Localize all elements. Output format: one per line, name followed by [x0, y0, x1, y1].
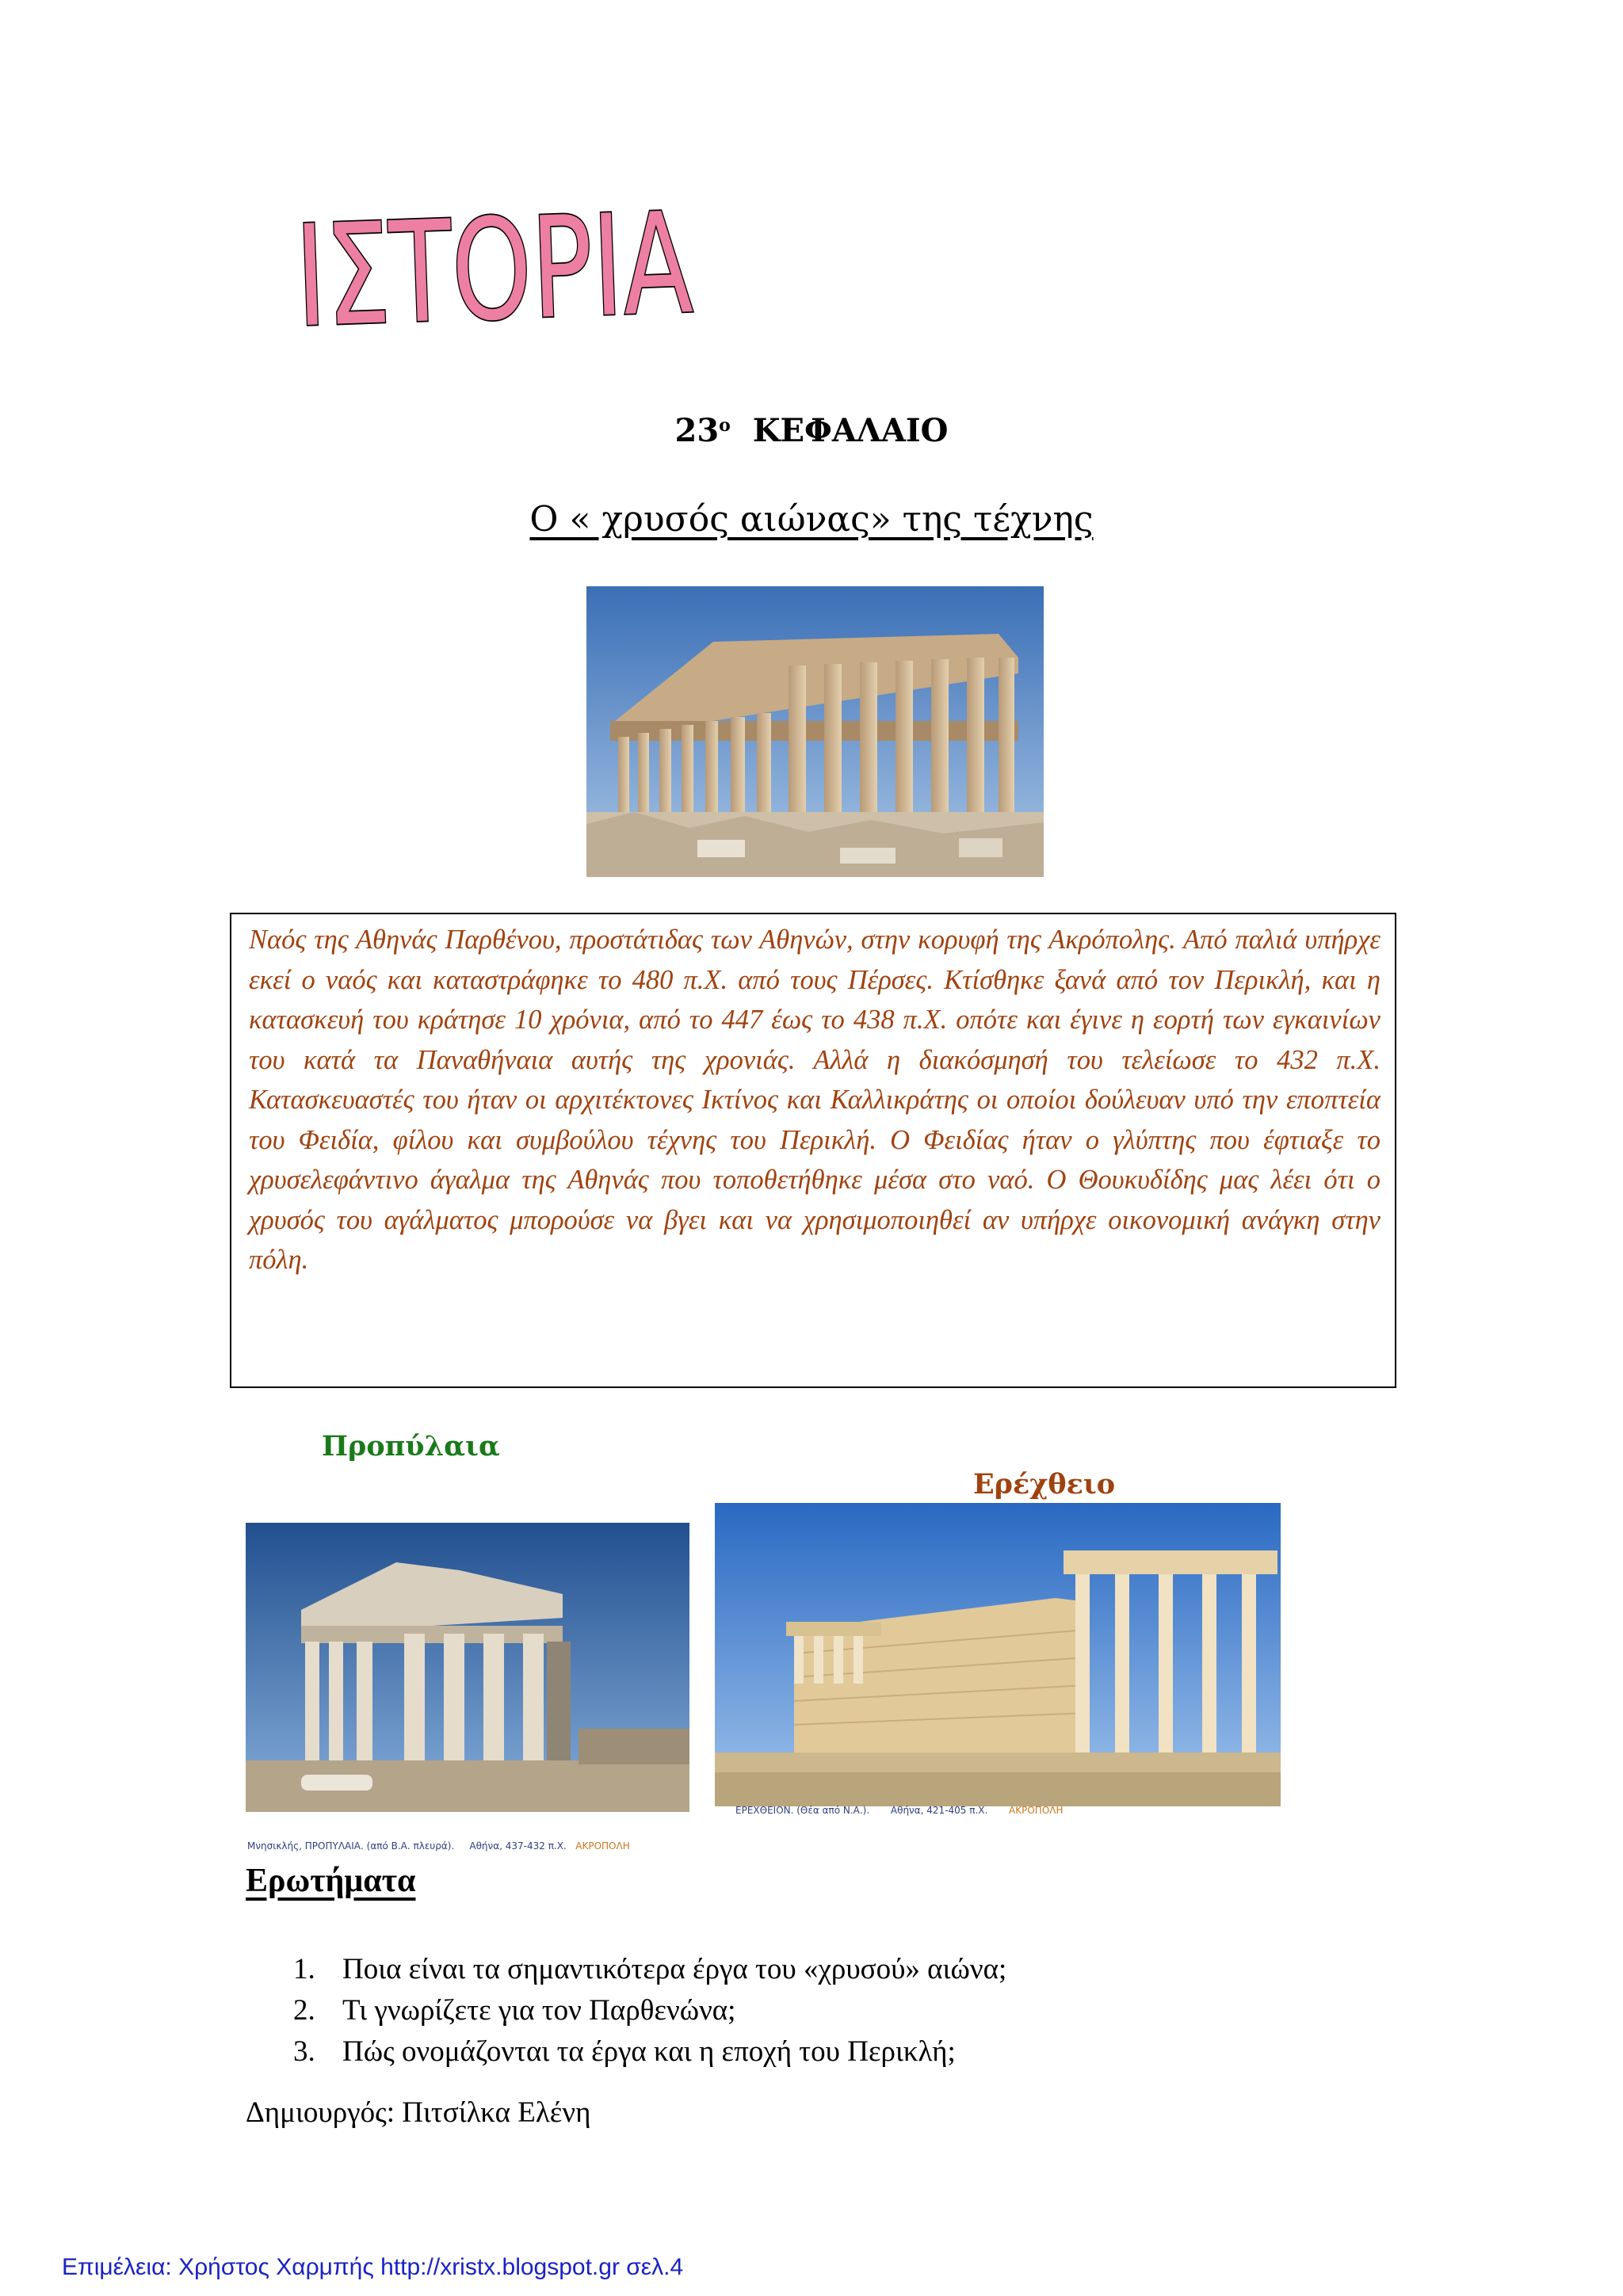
questions-heading: Ερωτήματα [246, 1863, 416, 1899]
erechtheion-caption-main: ΕΡΕΧΘΕΙΟΝ. (Θέα από Ν.Α.). [735, 1805, 870, 1816]
propylaia-photo [246, 1523, 689, 1812]
chapter-label: ΚΕΦΑΛΑΙΟ [752, 412, 949, 449]
propylaia-label: Προπύλαια [322, 1430, 500, 1463]
question-text: Τι γνωρίζετε για τον Παρθενώνα; [342, 1994, 736, 2027]
question-number: 2. [293, 1994, 315, 2027]
author-credit: Δημιουργός: Πιτσίλκα Ελένη [246, 2096, 591, 2129]
propylaia-caption [247, 1840, 630, 1852]
erechtheion-label: Ερέχθειο [973, 1468, 1116, 1501]
parthenon-photo [586, 586, 1044, 877]
subtitle: Ο « χρυσός αιώνας» της τέχνης [529, 499, 1094, 540]
erechtheion-caption [735, 1805, 1064, 1816]
list-item [293, 2031, 1006, 2073]
propylaia-caption-place: ΑΚΡΟΠΟΛΗ [575, 1840, 630, 1852]
erechtheion-caption-date: Αθήνα, 421-405 π.Χ. [890, 1805, 988, 1816]
list-item [293, 1990, 1006, 2031]
erechtheion-caption-place: ΑΚΡΟΠΟΛΗ [1009, 1805, 1064, 1816]
list-item [293, 1949, 1006, 1990]
page-footer: Επιμέλεια: Χρήστος Χαρμπής http://xristx.blogspot.gr σελ.4 [62, 2254, 684, 2280]
description-text: Ναός της Αθηνάς Παρθένου, προστάτιδας των Αθηνών, στην κορυφή της Ακρόπολης. Από παλιά υπήρχε εκεί ο ναός και καταστράφηκε το 480 π.Χ. από τους Πέρσες. Κτίσθηκε ξανά από τον Περικλή, και η κατασκευή του κράτησε 10 χρόνια, από το 447 έως το 438 π.Χ. οπότε και έγινε η εορτή των εγκαινίων του κατά τα Παναθήναια αυτής της χρονιάς. Αλλά η διακόσμησή του τελείωσε το 432 π.Χ. Κατασκευαστές του ήταν οι αρχιτέκτονες Ικτίνος και Καλλικράτης οι οποίοι δούλευαν υπό την εποπτεία του Φειδία, φίλου και συμβούλου τέχνης του Περικλή. Ο Φειδίας ήταν ο γλύπτης που έφτιαξε το χρυσελεφάντινο άγαλμα της Αθηνάς που τοποθετήθηκε μέσα στο ναό. Ο Θουκυδίδης μας λέει ότι ο χρυσός του αγάλματος μπορούσε να βγει και να χρησιμοποιηθεί αν υπήρχε οικονομική ανάγκη στην πόλη. [249, 925, 1381, 1275]
chapter-suffix: ο [719, 415, 731, 436]
description-box [230, 913, 1396, 1388]
question-text: Ποια είναι τα σημαντικότερα έργα του «χρυσού» αιώνα; [342, 1953, 1007, 1985]
page-title [289, 177, 844, 359]
chapter-number: 23 [674, 412, 720, 449]
chapter-heading [0, 412, 1623, 449]
propylaia-caption-main: Μνησικλής, ΠΡΟΠΥΛΑΙΑ. (από Β.Α. πλευρά). [247, 1840, 455, 1852]
erechtheion-photo [715, 1503, 1281, 1806]
propylaia-caption-date: Αθήνα, 437-432 π.Χ. [469, 1840, 567, 1852]
question-number: 1. [293, 1953, 315, 1985]
question-number: 3. [293, 2035, 315, 2068]
questions-list [293, 1949, 1006, 2073]
question-text: Πώς ονομάζονται τα έργα και η εποχή του Περικλή; [342, 2035, 956, 2068]
title-text: ΙΣΤΟΡΙΑ [292, 177, 844, 359]
